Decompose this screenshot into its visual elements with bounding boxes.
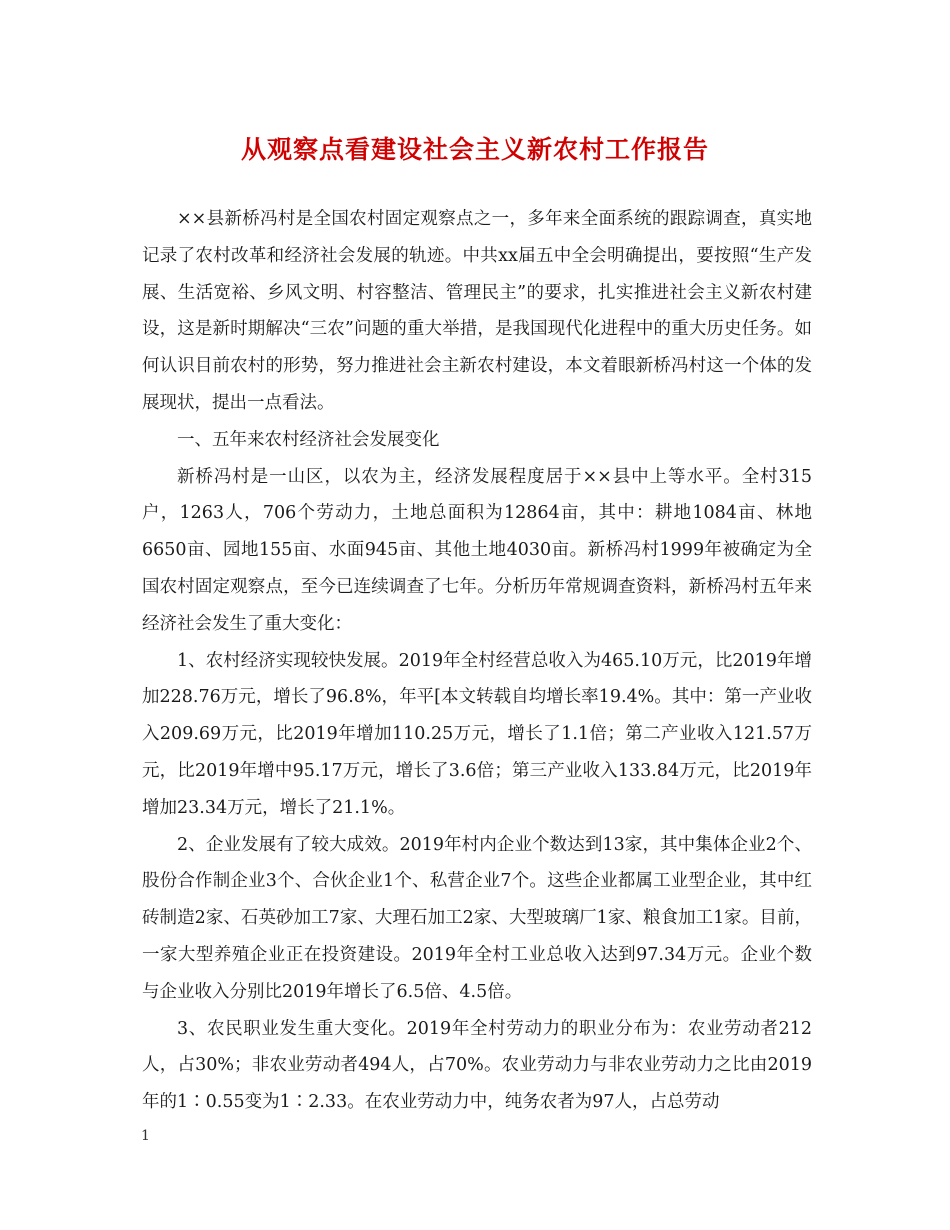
paragraph-village-overview: 新桥冯村是一山区，以农为主，经济发展程度居于××县中上等水平。全村315户，1263人，706个劳动力，土地总面积为12864亩，其中：耕地1084亩、林地6650亩、园地155亩、水面945亩、其他土地4030亩。新桥冯村1999年被确定为全国农村固定观察点，至今已连续调查了七年。分析历年常规调查资料，新桥冯村五年来经济社会发生了重大变化： bbox=[142, 466, 812, 634]
document-body bbox=[142, 201, 812, 1121]
page-number: 1 bbox=[141, 1128, 150, 1144]
paragraph-economy: 1、农村经济实现较快发展。2019年全村经营总收入为465.10万元，比2019年增加228.76万元，增长了96.8%，年平[本文转载自均增长率19.4%。其中：第一产业收入209.69万元，比2019年增加110.25万元，增长了1.1倍；第二产业收入121.57万元，比2019年增中95.17万元，增长了3.6倍；第三产业收入133.84万元，比2019年增加23.34万元，增长了21.1%。 bbox=[142, 650, 812, 818]
paragraph-occupation: 3、农民职业发生重大变化。2019年全村劳动力的职业分布为：农业劳动者212人，占30%；非农业劳动者494人，占70%。农业劳动力与非农业劳动力之比由2019年的1∶0.55变为1∶2.33。在农业劳动力中，纯务农者为97人，占总劳动 bbox=[142, 1018, 812, 1113]
paragraph-enterprise: 2、企业发展有了较大成效。2019年村内企业个数达到13家，其中集体企业2个、股份合作制企业3个、合伙企业1个、私营企业7个。这些企业都属工业型企业，其中红砖制造2家、石英砂加工7家、大理石加工2家、大型玻璃厂1家、粮食加工1家。目前，一家大型养殖企业正在投资建设。2019年全村工业总收入达到97.34万元。企业个数与企业收入分别比2019年增长了6.5倍、4.5倍。 bbox=[142, 834, 812, 1002]
document-title: 从观察点看建设社会主义新农村工作报告 bbox=[240, 135, 709, 164]
paragraph-intro: ××县新桥冯村是全国农村固定观察点之一，多年来全面系统的跟踪调查，真实地记录了农村改革和经济社会发展的轨迹。中共xx届五中全会明确提出，要按照“生产发展、生活宽裕、乡风文明、村容整洁、管理民主”的要求，扎实推进社会主义新农村建设，这是新时期解决“三农”问题的重大举措，是我国现代化进程中的重大历史任务。如何认识目前农村的形势，努力推进社会主新农村建设，本文着眼新桥冯村这一个体的发展现状，提出一点看法。 bbox=[142, 209, 812, 413]
section-heading: 一、五年来农村经济社会发展变化 bbox=[177, 429, 440, 450]
